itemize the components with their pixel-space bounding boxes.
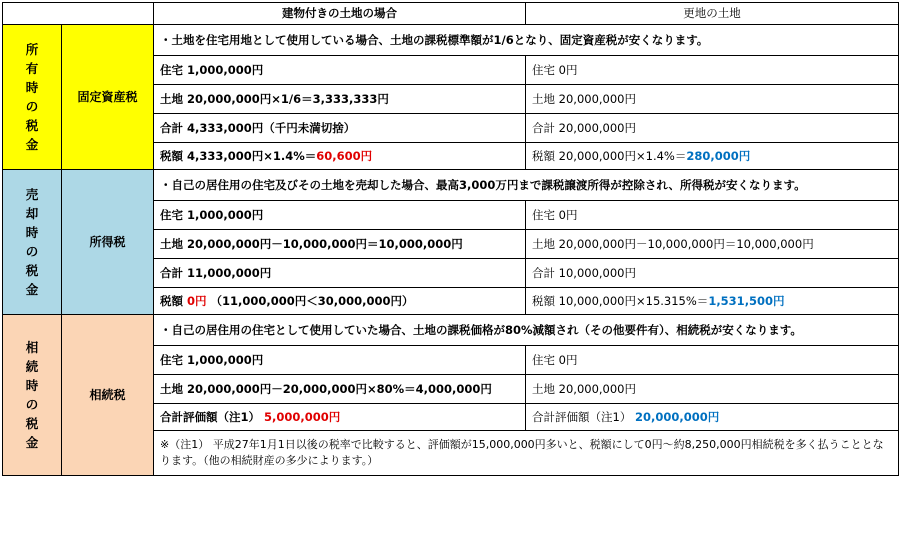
tax-type-inheritance: 相続税 [62,315,154,476]
tax-amount-value: 280,000円 [686,148,751,163]
row-right: 住宅 0円 [526,346,899,375]
header-blank [3,3,154,25]
tax-amount-value: 60,600円 [316,148,373,163]
header-with-building: 建物付きの土地の場合 [154,3,526,25]
total-right: 合計評価額（注1） 20,000,000円 [526,404,899,431]
tax-amount-value: 20,000,000円 [634,409,720,424]
section-note: ・自己の居住用の住宅及びその土地を売却した場合、最高3,000万円まで課税譲渡所得が控除され、所得税が安くなります。 [154,170,899,201]
total-right: 税額 20,000,000円×1.4%＝280,000円 [526,143,899,170]
row-left: 土地 20,000,000円×1/6＝3,333,333円 [154,85,526,114]
section-sale-title: 売 却 時 の 税 金 [3,170,62,315]
section-note: ・土地を住宅用地として使用している場合、土地の課税標準額が1/6となり、固定資産税が安くなります。 [154,25,899,56]
tax-amount-value: 5,000,000円 [264,409,341,424]
row-left: 住宅 1,000,000円 [154,56,526,85]
row-left: 土地 20,000,000円－20,000,000円×80%＝4,000,000円 [154,375,526,404]
row-left: 土地 20,000,000円－10,000,000円＝10,000,000円 [154,230,526,259]
row-right: 住宅 0円 [526,201,899,230]
row-right: 合計 20,000,000円 [526,114,899,143]
row-left: 住宅 1,000,000円 [154,346,526,375]
row-left: 住宅 1,000,000円 [154,201,526,230]
tax-comparison-table [2,2,899,476]
header-vacant: 更地の土地 [526,3,899,25]
tax-type-property: 固定資産税 [62,25,154,170]
row-right: 住宅 0円 [526,56,899,85]
row-right: 合計 10,000,000円 [526,259,899,288]
tax-type-income: 所得税 [62,170,154,315]
section-inheritance-title: 相 続 時 の 税 金 [3,315,62,476]
row-left: 合計 4,333,000円（千円未満切捨） [154,114,526,143]
footnote: ※（注1） 平成27年1月1日以後の税率で比較すると、評価額が15,000,000円多いと、税額にして0円～約8,250,000円相続税を多く払うこととなります。（他の相続財産の多少によります。） [154,431,899,476]
row-right: 土地 20,000,000円 [526,375,899,404]
tax-amount-value: 0円 [187,293,207,308]
total-left: 税額 4,333,000円×1.4%＝60,600円 [154,143,526,170]
total-left: 合計評価額（注1） 5,000,000円 [154,404,526,431]
section-note: ・自己の居住用の住宅として使用していた場合、土地の課税価格が80%減額され（その他要件有）、相続税が安くなります。 [154,315,899,346]
total-left: 税額 0円 （11,000,000円＜30,000,000円） [154,288,526,315]
row-right: 土地 20,000,000円 [526,85,899,114]
row-left: 合計 11,000,000円 [154,259,526,288]
total-right: 税額 10,000,000円×15.315%＝1,531,500円 [526,288,899,315]
row-right: 土地 20,000,000円－10,000,000円＝10,000,000円 [526,230,899,259]
section-ownership-title: 所 有 時 の 税 金 [3,25,62,170]
tax-amount-value: 1,531,500円 [708,293,785,308]
